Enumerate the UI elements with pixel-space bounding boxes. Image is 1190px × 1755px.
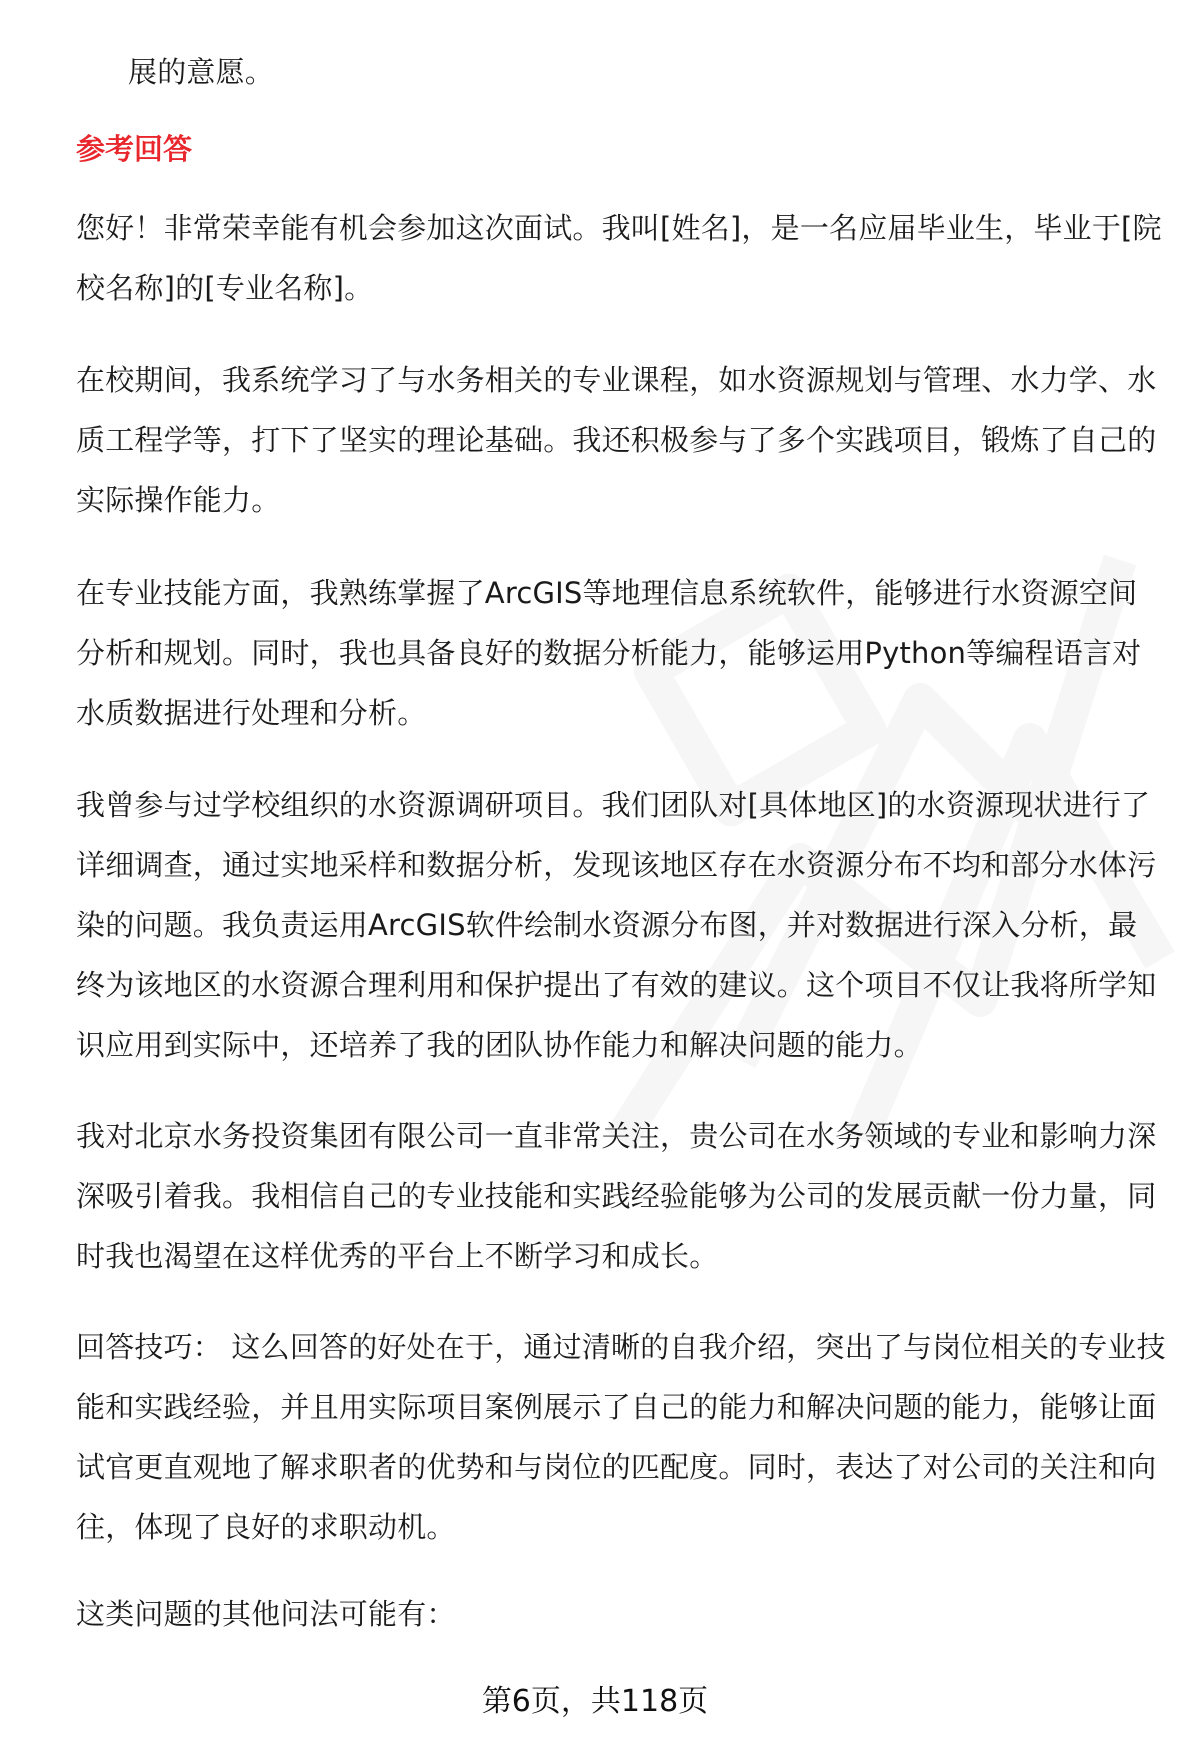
paragraph-motivation: 我对北京水务投资集团有限公司一直非常关注，贵公司在水务领域的专业和影响力深深吸引着我。我相信自己的专业技能和实践经验能够为公司的发展贡献一份力量，同时我也渴望在这样优秀的平台上不断学习和成长。: [76, 1119, 1157, 1273]
paragraph-education: 在校期间，我系统学习了与水务相关的专业课程，如水资源规划与管理、水力学、水质工程学等，打下了坚实的理论基础。我还积极参与了多个实践项目，锻炼了自己的实际操作能力。: [76, 363, 1157, 517]
paragraph-other-questions: 这类问题的其他问法可能有：: [76, 1597, 456, 1631]
paragraph-answer-tips: 回答技巧： 这么回答的好处在于，通过清晰的自我介绍，突出了与岗位相关的专业技能和实践经验，并且用实际项目案例展示了自己的能力和解决问题的能力，能够让面试官更直观地了解求职者的优势和与岗位的匹配度。同时，表达了对公司的关注和向往，体现了良好的求职动机。: [76, 1330, 1166, 1544]
page-number-footer: 第6页，共118页: [481, 1684, 709, 1719]
continuation-text: 展的意愿。: [128, 55, 275, 89]
section-heading: 参考回答: [76, 132, 193, 166]
paragraph-skills: 在专业技能方面，我熟练掌握了ArcGIS等地理信息系统软件，能够进行水资源空间分析和规划。同时，我也具备良好的数据分析能力，能够运用Python等编程语言对水质数据进行处理和分析。: [76, 576, 1142, 730]
paragraph-project: 我曾参与过学校组织的水资源调研项目。我们团队对[具体地区]的水资源现状进行了详细调查，通过实地采样和数据分析，发现该地区存在水资源分布不均和部分水体污染的问题。我负责运用ArcGIS软件绘制水资源分布图，并对数据进行深入分析，最终为该地区的水资源合理利用和保护提出了有效的建议。这个项目不仅让我将所学知识应用到实际中，还培养了我的团队协作能力和解决问题的能力。: [76, 788, 1157, 1062]
paragraph-introduction: 您好！非常荣幸能有机会参加这次面试。我叫[姓名]，是一名应届毕业生，毕业于[院校名称]的[专业名称]。: [76, 211, 1162, 305]
